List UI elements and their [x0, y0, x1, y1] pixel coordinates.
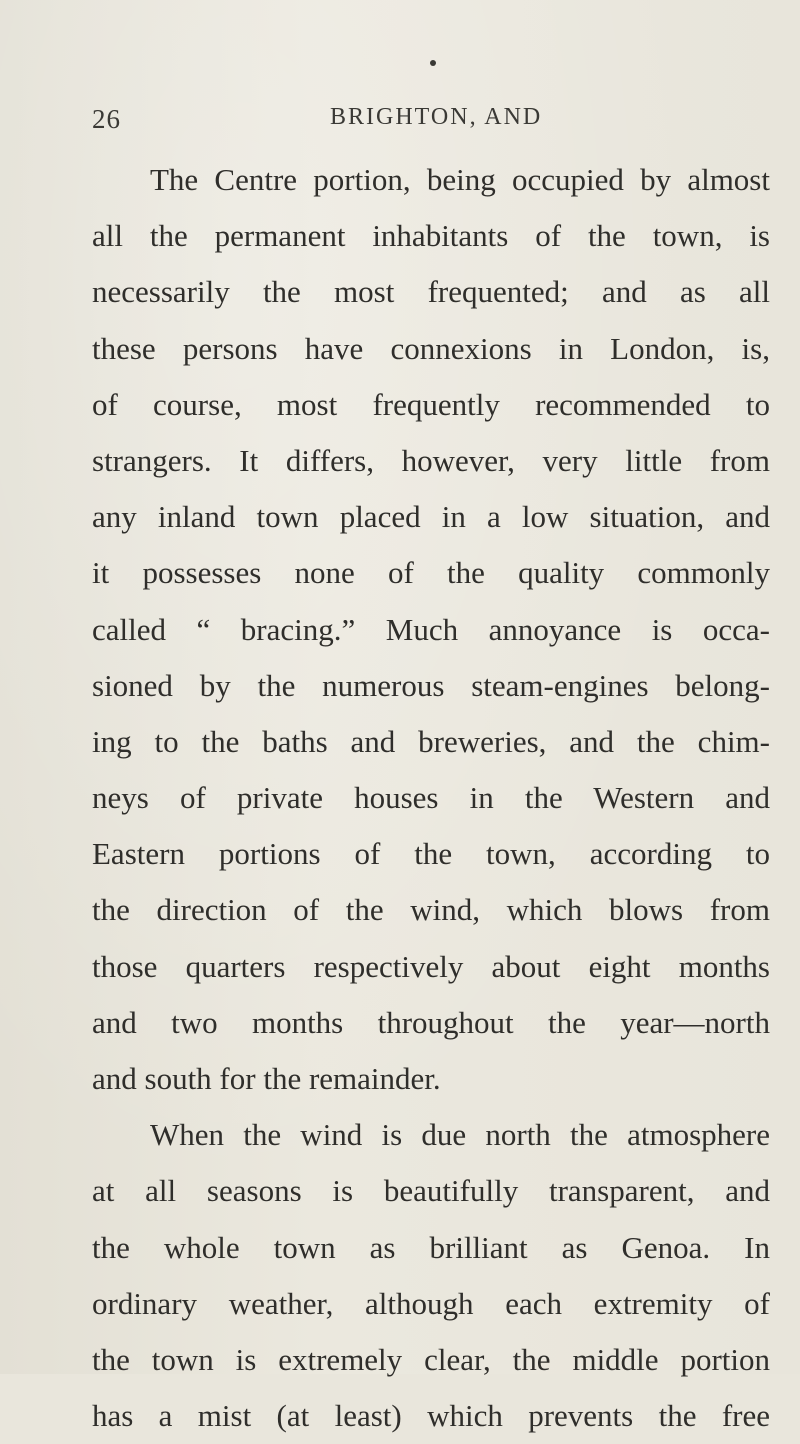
text-line: the whole town as brilliant as Genoa. In: [92, 1229, 770, 1265]
body-text: [92, 152, 770, 1444]
text-line: neys of private houses in the Western and: [92, 780, 770, 816]
ink-speck: [430, 60, 436, 66]
text-line: When the wind is due north the atmosphere: [150, 1117, 770, 1153]
text-line: The Centre portion, being occupied by almost: [150, 162, 770, 197]
text-line: called “ bracing.” Much annoyance is occa-: [92, 611, 770, 647]
text-line: and south for the remainder.: [92, 1061, 441, 1096]
text-line: strangers. It differs, however, very little from: [92, 442, 770, 478]
text-line: Eastern portions of the town, according to: [92, 836, 770, 872]
text-line: necessarily the most frequented; and as all: [92, 274, 770, 310]
text-line: of course, most frequently recommended to: [92, 386, 770, 422]
text-line: the town is extremely clear, the middle portion: [92, 1341, 770, 1377]
page-header: [0, 104, 800, 144]
text-line: any inland town placed in a low situation, and: [92, 499, 770, 535]
text-line: those quarters respectively about eight months: [92, 948, 770, 984]
text-line: ordinary weather, although each extremity of: [92, 1285, 770, 1321]
text-line: at all seasons is beautifully transparent, and: [92, 1173, 770, 1209]
text-line: all the permanent inhabitants of the town, is: [92, 218, 770, 254]
page-number: 26: [92, 104, 121, 134]
text-line: the direction of the wind, which blows from: [92, 892, 770, 928]
text-line: sioned by the numerous steam-engines belong-: [92, 667, 770, 703]
text-line: it possesses none of the quality commonly: [92, 555, 770, 591]
text-line: ing to the baths and breweries, and the chim-: [92, 723, 770, 759]
text-line: has a mist (at least) which prevents the free: [92, 1398, 770, 1434]
running-head: BRIGHTON, AND: [330, 104, 543, 130]
text-line: and two months throughout the year—north: [92, 1004, 770, 1040]
text-line: these persons have connexions in London, is,: [92, 330, 770, 366]
